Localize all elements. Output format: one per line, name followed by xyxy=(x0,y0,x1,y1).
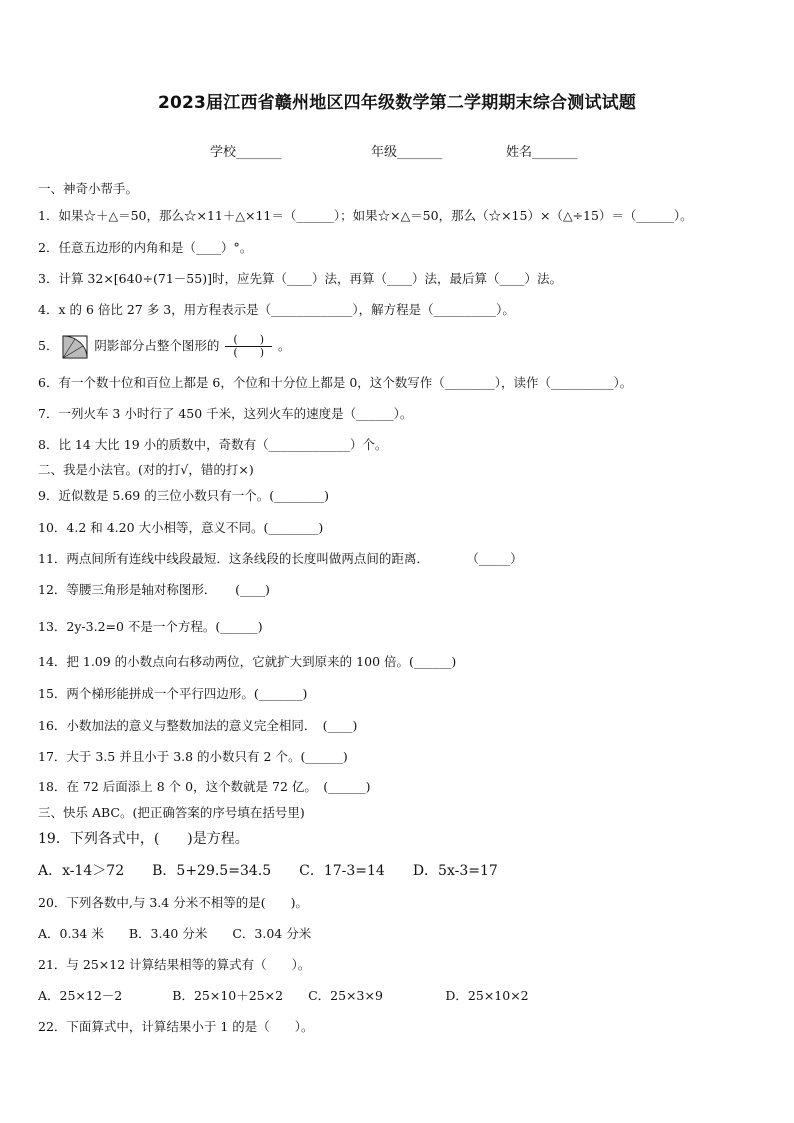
question-20-options: A．0.34 米 B．3.40 分米 C．3.04 分米 xyxy=(38,926,312,941)
fraction xyxy=(225,334,272,359)
question-19: 19．下列各式中，( )是方程。 xyxy=(38,831,249,847)
question-4: 4．x 的 6 倍比 27 多 3，用方程表示是（_____________），解方程是（__________）。 xyxy=(38,302,515,317)
question-21-options: A．25×12－2 B．25×10＋25×2 C．25×3×9 D．25×10×2 xyxy=(38,988,529,1003)
question-5-number: 5． xyxy=(38,338,59,353)
question-10: 10．4.2 和 4.20 大小相等，意义不同。(________) xyxy=(38,520,324,535)
question-14: 14．把 1.09 的小数点向右移动两位，它就扩大到原来的 100 倍。(______) xyxy=(38,654,457,669)
question-8: 8．比 14 大比 19 小的质数中，奇数有（_____________）个。 xyxy=(38,437,388,452)
school-field: 学校_______ xyxy=(210,145,282,160)
shaded-figure-icon xyxy=(62,335,88,359)
question-1: 1．如果☆＋△＝50，那么☆×11＋△×11＝（______）；如果☆×△＝50，那么（☆×15）×（△÷15）＝（______）。 xyxy=(38,208,693,223)
page-title: 2023届江西省赣州地区四年级数学第二学期期末综合测试试题 xyxy=(157,93,637,113)
question-11: 11．两点间所有连线中线段最短．这条线段的长度叫做两点间的距离． （_____） xyxy=(38,551,523,566)
fraction-numerator: ( ) xyxy=(225,334,272,347)
question-15: 15．两个梯形能拼成一个平行四边形。(_______) xyxy=(38,686,308,701)
grade-field: 年级_______ xyxy=(371,145,443,160)
question-21: 21．与 25×12 计算结果相等的算式有（ ）。 xyxy=(38,957,311,972)
question-5-end: 。 xyxy=(278,338,291,353)
question-19-options: A．x-14＞72 B．5+29.5=34.5 C．17-3=14 D．5x-3=17 xyxy=(38,863,498,879)
name-field: 姓名_______ xyxy=(506,145,578,160)
question-17: 17．大于 3.5 并且小于 3.8 的小数只有 2 个。(______) xyxy=(38,749,348,764)
question-3: 3．计算 32×[640÷(71－55)]时，应先算（____）法，再算（____）法，最后算（____）法。 xyxy=(38,271,562,286)
question-16: 16．小数加法的意义与整数加法的意义完全相同． (____) xyxy=(38,718,358,733)
section-1-heading: 一、神奇小帮手。 xyxy=(38,181,139,196)
question-18: 18．在 72 后面添上 8 个 0，这个数就是 72 亿。 (______) xyxy=(38,779,371,794)
question-12: 12．等腰三角形是轴对称图形． (____) xyxy=(38,582,270,597)
question-5 xyxy=(38,333,291,359)
question-13: 13．2y-3.2=0 不是一个方程。(______) xyxy=(38,619,263,634)
question-5-text: 阴影部分占整个图形的 xyxy=(94,338,220,353)
question-2: 2．任意五边形的内角和是（____）°。 xyxy=(38,240,253,255)
section-2-heading: 二、我是小法官。(对的打√，错的打×) xyxy=(38,462,254,477)
question-22: 22．下面算式中，计算结果小于 1 的是（ ）。 xyxy=(38,1019,314,1034)
section-3-heading: 三、快乐 ABC。(把正确答案的序号填在括号里) xyxy=(38,805,305,820)
question-6: 6．有一个数十位和百位上都是 6，个位和十分位上都是 0，这个数写作（________），读作（__________）。 xyxy=(38,375,633,390)
question-7: 7．一列火车 3 小时行了 450 千米，这列火车的速度是（______）。 xyxy=(38,406,413,421)
question-20: 20．下列各数中,与 3.4 分米不相等的是( )。 xyxy=(38,895,308,910)
fraction-denominator: ( ) xyxy=(233,346,265,359)
question-9: 9．近似数是 5.69 的三位小数只有一个。(________) xyxy=(38,488,329,503)
